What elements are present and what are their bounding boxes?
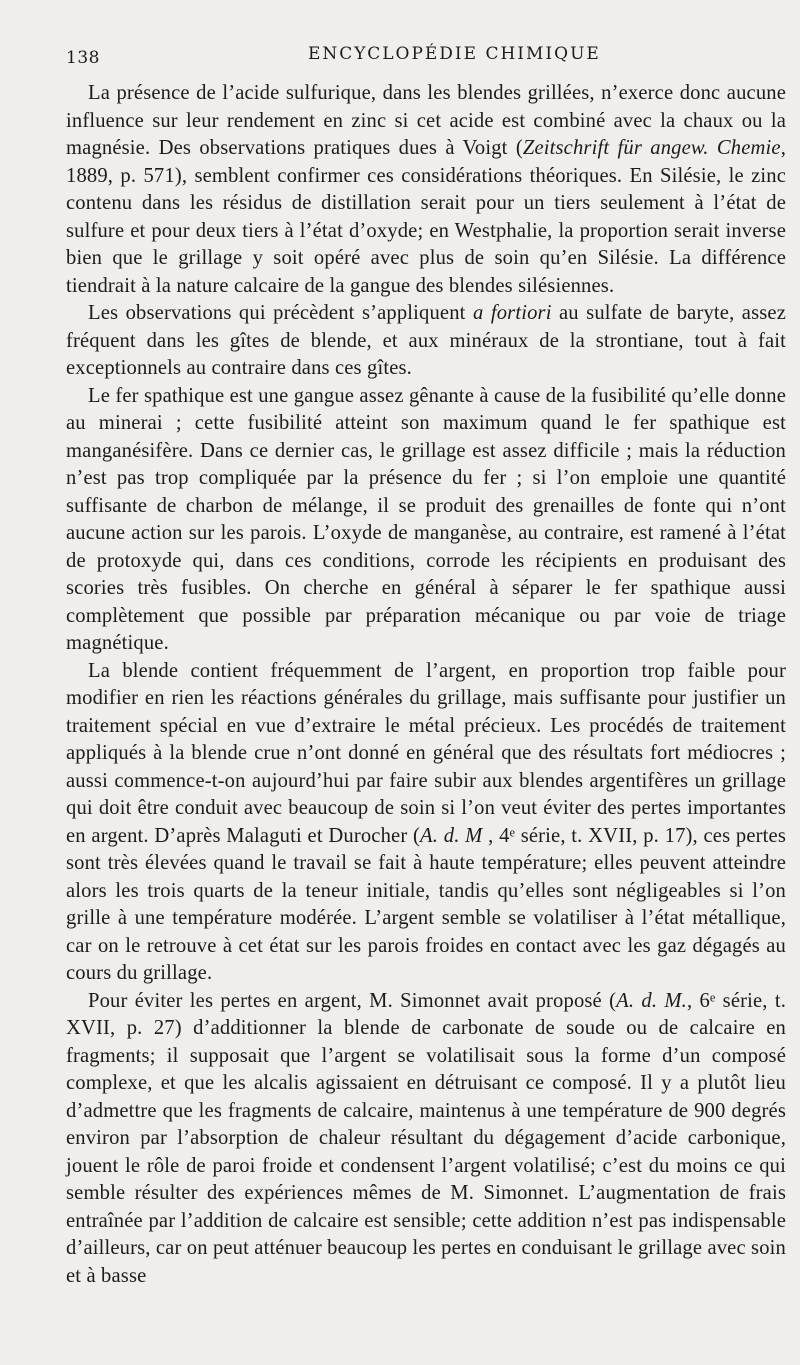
page-number: 138 — [66, 48, 100, 68]
running-title: ENCYCLOPÉDIE CHIMIQUE — [308, 44, 601, 64]
paragraph-simonnet: Pour éviter les pertes en argent, M. Simonnet avait proposé (A. d. M., 6ᵉ série, t. XVII, p. 27) d’additionner la blende de carbonate de soude ou de calcaire en fragments; il supposait que l’argent se volatilisait sous la forme d’un composé complexe, et que les alcalis agissaient en détruisant ce composé. Il y a plutôt lieu d’admettre que les fragments de calcaire, maintenus à une température de 900 degrés environ par l’absorption de chaleur résultant du dégagement d’acide carbonique, jouent le rôle de paroi froide et condensent l’argent volatilisé; c’est du moins ce qui semble résulter des expériences mêmes de M. Simonnet. L’augmentation de frais entraînée par l’addition de calcaire est sensible; cette addition n’est pas indispensable d’ailleurs, car on peut atténuer beaucoup les pertes en conduisant le grillage avec soin et à basse — [66, 989, 786, 1287]
paragraph-argent: La blende contient fréquemment de l’argent, en proportion trop faible pour modifier en rien les réactions générales du grillage, mais suffisante pour justifier un traitement spécial en vue d’extraire le métal précieux. Les procédés de traitement appliqués à la blende crue n’ont donné en général que des résultats fort médiocres ; aussi commence-t-on aujourd’hui par faire subir aux blendes argentifères un grillage qui doit être conduit avec beaucoup de soin si l’on veut éviter des pertes importantes en argent. D’après Malaguti et Durocher (A. d. M , 4ᵉ série, t. XVII, p. 17), ces pertes sont très élevées quand le travail se fait à haute température; elles peuvent atteindre alors les trois quarts de la teneur initiale, tandis qu’elles sont négligeables si l’on grille à une température modérée. L’argent semble se volatiliser à l’état métallique, car on le retrouve à cet état sur les parois froides en contact avec les gaz dégagés au cours du grillage. — [66, 659, 787, 984]
paragraph-sulfuric-acid: La présence de l’acide sulfurique, dans les blendes grillées, n’exerce donc aucune influence sur leur rendement en zinc si cet acide est combiné avec la chaux ou la magnésie. Des observations pratiques dues à Voigt (Zeitschrift für angew. Chemie, 1889, p. 571), semblent confirmer ces considérations théoriques. En Silésie, le zinc contenu dans les résidus de distillation serait pour un tiers seulement à l’état de sulfure et pour deux tiers à l’état d’oxyde; en Westphalie, la proportion serait inverse bien que le grillage y soit opéré avec plus de soin qu’en Silésie. La différence tiendrait à la nature calcaire de la gangue des blendes silésiennes. — [66, 82, 786, 297]
body-text — [66, 80, 786, 1290]
paragraph-fer-spathique: Le fer spathique est une gangue assez gênante à cause de la fusibilité qu’elle donne au minerai ; cette fusibilité atteint son maximum quand le fer spathique est manganésifère. Dans ce dernier cas, le grillage est assez difficile ; mais la réduction n’est pas trop compliquée par la présence du fer ; si l’on emploie une quantité suffisante de charbon de mélange, il se produit des grenailles de fonte qui n’ont aucune action sur les parois. L’oxyde de manganèse, au contraire, est ramené à l’état de protoxyde qui, dans ces conditions, corrode les récipients en produisant des scories très fusibles. On cherche en général à séparer le fer spathique aussi complètement que possible par préparation mécanique ou par voie de triage magnétique. — [66, 384, 786, 654]
paragraph-baryte: Les observations qui précèdent s’appliquent a fortiori au sulfate de baryte, assez fréquent dans les gîtes de blende, et aux minéraux de la strontiane, tout à fait exceptionnels au contraire dans ces gîtes. — [66, 302, 786, 379]
page-header — [66, 40, 786, 80]
